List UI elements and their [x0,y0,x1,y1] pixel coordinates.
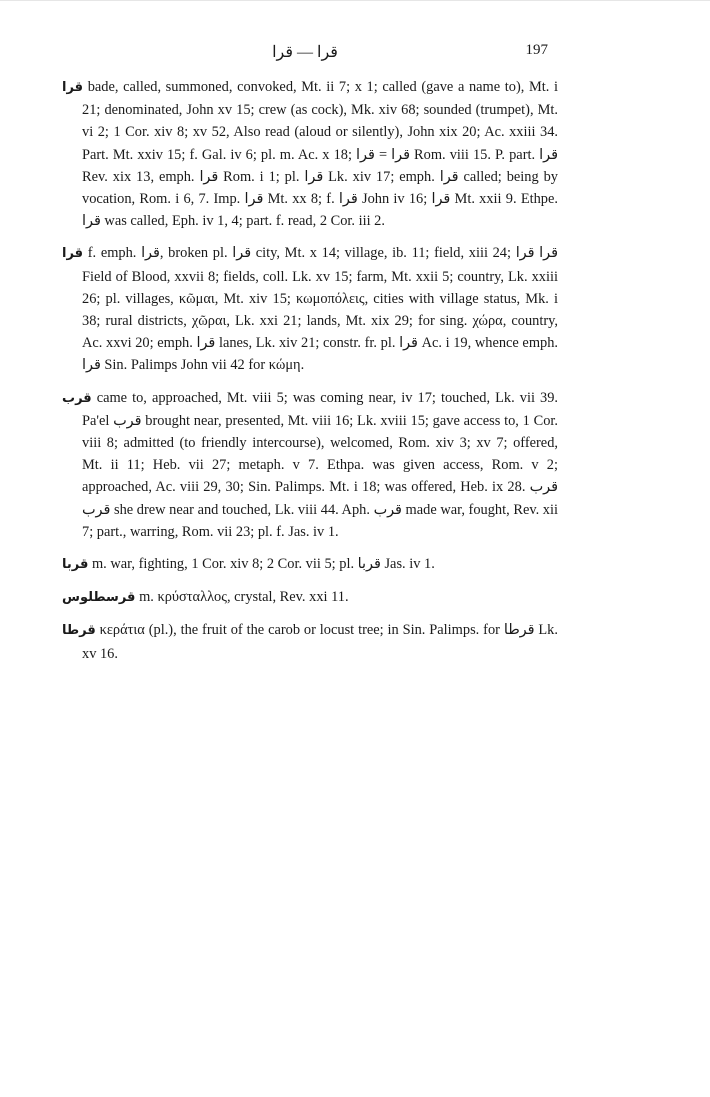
dictionary-entry [62,586,558,609]
running-head: قرا — قرا [272,44,338,61]
entry-headword: قرطا [62,623,96,639]
entry-headword: قرا [62,80,84,95]
entry-text: came to, approached, Mt. viii 5; was coming near, iv 17; touched, Lk. vii 39. Pa'el قرب brought near, presented, Mt. viii 16; Lk. xviii 15; gave access to, 1 Cor. viii 8; admitted (to friendly intercourse), welcomed, Rom. xiv 3; xv 7; offered, Mt. ii 11; Heb. vii 27; metaph. v 7. Ethpa. was given access, Rom. v 2; approached, Ac. viii 29, 30; Sin. Palimps. Mt. i 18; was offered, Heb. ix 28. قرب قرب she drew near and touched, Lk. viii 44. Aph. قرب made war, fought, Rev. xii 7; part., warring, Rom. vii 23; pl. f. Jas. iv 1. [82,389,558,540]
dictionary-entry [62,619,558,664]
page-header [62,42,548,66]
entries-list [62,76,558,675]
dictionary-entry [62,242,558,376]
entry-headword: قرسطلوس [62,590,136,606]
entry-headword: قربا [62,557,89,573]
top-rule [0,0,710,1]
entry-text: m. κρύσταλλος, crystal, Rev. xxi 11. [139,589,349,606]
entry-headword: قرب [62,390,92,406]
page-number: 197 [525,42,548,58]
dictionary-entry [62,76,558,232]
entry-text: f. emph. قرا, broken pl. قرا city, Mt. x 14; village, ib. 11; field, xiii 24; قرا قرا Field of Blood, xxvii 8; fields, coll. Lk. xv 15; farm, Mt. xxii 5; country, Lk. xxiii 26; pl. villages, κῶμαι, Mt. xiv 15; κωμοπόλεις, cities with village status, Mk. i 38; rural districts, χῶραι, Lk. xxi 21; lands, Mt. xix 29; for sing. χώρα, country, Ac. xxvi 20; emph. قرا lanes, Lk. xiv 21; constr. fr. pl. قرا Ac. i 19, whence emph. قرا Sin. Palimps John vii 42 for κώμη. [82,245,559,374]
entry-text: bade, called, summoned, convoked, Mt. ii 7; x 1; called (gave a name to), Mt. i 21; denominated, John xv 15; crew (as cock), Mk. xiv 68; sounded (trumpet), Mt. vi 2; 1 Cor. xiv 8; xv 52, Also read (aloud or silently), John xix 20; Ac. xxiii 34. Part. Mt. xxiv 15; f. Gal. iv 6; pl. m. Ac. x 18; قرا = قرا Rom. viii 15. P. part. قرا Rev. xix 13, emph. قرا Rom. i 1; pl. قرا Lk. xiv 17; emph. قرا called; being by vocation, Rom. i 6, 7. Imp. قرا Mt. xx 8; f. قرا John iv 16; قرا Mt. xxii 9. Ethpe. قرا was called, Eph. iv 1, 4; part. f. read, 2 Cor. iii 2. [82,79,558,230]
entry-headword: قرا [62,246,84,262]
dictionary-entry [62,387,558,543]
entry-text: κεράτια (pl.), the fruit of the carob or locust tree; in Sin. Palimps. for قرطا Lk. xv 16. [82,622,558,662]
entry-text: m. war, fighting, 1 Cor. xiv 8; 2 Cor. vii 5; pl. قربا Jas. iv 1. [91,556,435,573]
dictionary-entry [62,553,558,576]
